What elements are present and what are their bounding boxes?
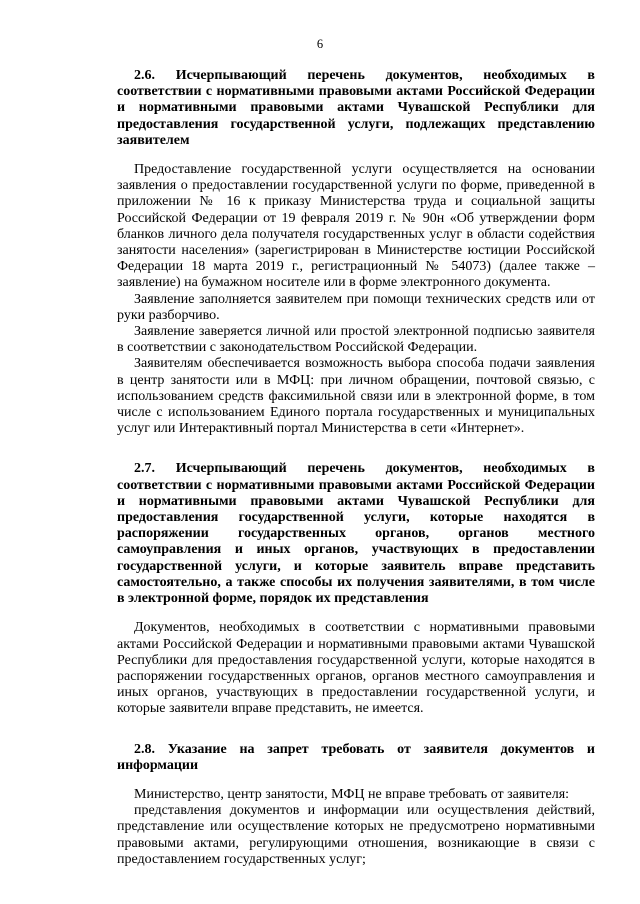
- section-heading-2-7: 2.7. Исчерпывающий перечень документов, необходимых в соответствии с нормативными правовыми актами Российской Федерации и нормативными правовыми актами Чувашской Республики для предоставления государственной услуги, которые находятся в распоряжении государственных органов, органов местного самоуправления и иных органов, участвующих в предоставлении государственной услуги, и которые заявитель вправе представить самостоятельно, а также способы их получения заявителями, в том числе в электронной форме, порядок их представления: [117, 461, 595, 607]
- page-content: [117, 68, 595, 868]
- paragraph: представления документов и информации или осуществления действий, представление или осуществление которых не предусмотрено нормативными правовыми актами, регулирующими отношения, возникающие в связи с предоставлением государственных услуг;: [117, 803, 595, 867]
- paragraph: Заявителям обеспечивается возможность выбора способа подачи заявления в центр занятости или в МФЦ: при личном обращении, почтовой связью, с использованием средств факсимильной связи или в электронной форме, в том числе с использованием Единого портала государственных и муниципальных услуг или Интерактивный портал Министерства в сети «Интернет».: [117, 356, 595, 437]
- paragraph: Заявление заполняется заявителем при помощи технических средств или от руки разборчиво.: [117, 291, 595, 323]
- paragraph: Предоставление государственной услуги осуществляется на основании заявления о предоставлении государственной услуги по форме, приведенной в приложении № 16 к приказу Министерства труда и социальной защиты Российской Федерации от 19 февраля 2019 г. № 90н «Об утверждении форм бланков личного дела получателя государственных услуг в области содействия занятости населения» (зарегистрирован в Министерстве юстиции Российской Федерации 18 марта 2019 г., регистрационный № 54073) (далее также – заявление) на бумажном носителе или в форме электронного документа.: [117, 162, 595, 291]
- page-number: 6: [316, 37, 324, 51]
- paragraph: Заявление заверяется личной или простой электронной подписью заявителя в соответствии с законодательством Российской Федерации.: [117, 324, 595, 356]
- paragraph: Документов, необходимых в соответствии с нормативными правовыми актами Российской Федерации и нормативными правовыми актами Чувашской Республики для предоставления государственной услуги, которые находятся в распоряжении государственных органов, органов местного самоуправления и иных органов, участвующих в предоставлении государственной услуги, и которые заявители вправе представить, не имеется.: [117, 620, 595, 717]
- section-heading-2-8: 2.8. Указание на запрет требовать от заявителя документов и информации: [117, 741, 595, 773]
- section-heading-2-6: 2.6. Исчерпывающий перечень документов, необходимых в соответствии с нормативными правовыми актами Российской Федерации и нормативными правовыми актами Чувашской Республики для предоставления государственной услуги, подлежащих представлению заявителем: [117, 68, 595, 148]
- paragraph: Министерство, центр занятости, МФЦ не вправе требовать от заявителя:: [134, 786, 570, 802]
